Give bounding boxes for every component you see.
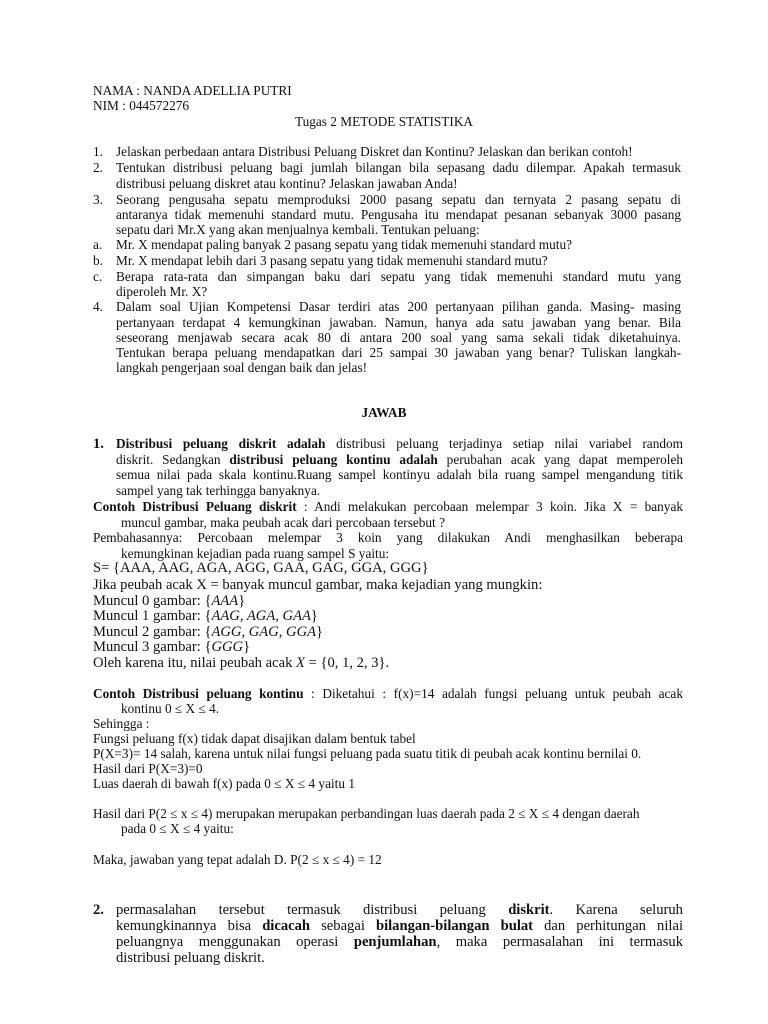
answer-number: 1. — [93, 436, 104, 452]
bold-term: bilangan-bilangan bulat — [375, 918, 534, 934]
student-nim: NIM : 044572276 — [93, 98, 190, 113]
continuous-text: Fungsi peluang f(x) tidak dapat disajikan dalam bentuk tabel — [93, 731, 416, 746]
text-run: distribusi peluang terjadinya setiap nilai variabel random — [325, 436, 683, 451]
bold-term: penjumlahan — [353, 934, 437, 950]
text-run: } — [238, 593, 246, 609]
event-label: Muncul 1 gambar: { — [93, 608, 212, 624]
answer-heading: JAWAB — [361, 405, 407, 420]
random-variable-values — [93, 655, 389, 671]
question-number: 1. — [93, 144, 103, 159]
event-intro: Jika peubah acak X = banyak muncul gambar, maka kejadian yang mungkin: — [93, 577, 543, 593]
example-discrete-line: muncul gambar, maka peubah acak dari percobaan tersebut ? — [121, 515, 445, 530]
text-run: diskrit. Sedangkan — [116, 452, 230, 467]
text-run: perubahan acak yang dapat memperoleh — [437, 452, 683, 467]
example-continuous-line: kontinu 0 ≤ X ≤ 4. — [121, 701, 220, 716]
text-run: } — [316, 624, 324, 640]
answer-2-line — [116, 918, 683, 934]
question-4-line: Dalam soal Ujian Kompetensi Dasar terdiri atas 200 pertanyaan pilihan ganda. Masing- masing — [116, 299, 681, 314]
example-discrete-line — [93, 499, 683, 514]
answer-number: 2. — [93, 902, 104, 918]
text-run: sebagai — [310, 918, 376, 934]
continuous-text: Hasil dari P(X=3)=0 — [93, 761, 203, 776]
event-label: Muncul 2 gambar: { — [93, 624, 212, 640]
bold-term: Contoh Distribusi peluang kontinu — [93, 686, 304, 701]
continuous-text: pada 0 ≤ X ≤ 4 yaitu: — [121, 821, 234, 836]
event-set: GGG — [211, 639, 244, 655]
event-row — [93, 608, 318, 624]
question-number: 3. — [93, 192, 103, 207]
continuous-conclusion: Maka, jawaban yang tepat adalah D. P(2 ≤ x ≤ 4) = 12 — [93, 852, 382, 867]
question-3-line: sepatu dari Mr.X yang akan menjualnya kembali. Tentukan peluang: — [116, 222, 480, 237]
text-run: : Andi melakukan percobaan melempar 3 koin. Jika X = banyak — [296, 499, 683, 514]
bold-term: diskrit — [508, 902, 550, 918]
text-run: kemungkinannya bisa — [116, 918, 263, 934]
question-4-line: Tentukan berapa peluang mendapatkan dari 25 sampai 30 jawaban yang benar? Tuliskan langkah- — [116, 345, 681, 360]
event-row — [93, 593, 245, 609]
text-run: dan perhitungan nilai — [533, 918, 683, 934]
bold-term: Contoh Distribusi Peluang diskrit — [93, 499, 297, 514]
answer-1-line — [116, 436, 683, 451]
answer-1-line: semua nilai pada skala kontinu.Ruang sampel kontinyu adalah bila ruang sampel mengandung titik — [116, 467, 683, 482]
continuous-text: Hasil dari P(2 ≤ x ≤ 4) merupakan merupakan perbandingan luas daerah pada 2 ≤ X ≤ 4 dengan daerah — [93, 806, 640, 821]
text-run: permasalahan tersebut termasuk distribusi peluang — [116, 902, 509, 918]
question-3a-text: Mr. X mendapat paling banyak 2 pasang sepatu yang tidak memenuhi standard mutu? — [116, 237, 573, 252]
event-label: Muncul 0 gambar: { — [93, 593, 212, 609]
question-3c-line: diperoleh Mr. X? — [116, 284, 208, 299]
discussion-line: kemungkinan kejadian pada ruang sampel S yaitu: — [121, 546, 390, 561]
question-2-line: distribusi peluang diskret atau kontinu? Jelaskan jawaban Anda! — [116, 176, 458, 191]
sample-space: S= {AAA, AAG, AGA, AGG, GAA, GAG, GGA, GGG} — [93, 560, 429, 576]
question-3-line: antaranya tidak memenuhi standard mutu. Pengusaha itu mendapat pesanan sebanyak 3000 pasang — [116, 207, 681, 222]
question-number: 2. — [93, 160, 103, 175]
event-set: AGG, GAG, GGA — [211, 624, 317, 640]
event-label: Muncul 3 gambar: { — [93, 639, 212, 655]
question-3c-line: Berapa rata-rata dan simpangan baku dari sepatu yang tidak memenuhi standard mutu yang — [116, 269, 681, 284]
text-run: peluangnya menggunakan operasi — [116, 934, 354, 950]
event-row — [93, 624, 323, 640]
discussion-line: Pembahasannya: Percobaan melempar 3 koin yang dilakukan Andi menghasilkan beberapa — [93, 530, 683, 545]
variable-x: X — [296, 655, 305, 671]
continuous-text: P(X=3)= 14 salah, karena untuk nilai fungsi peluang pada suatu titik di peubah acak kontinu bernilai 0. — [93, 746, 642, 761]
text-run: } — [310, 608, 318, 624]
text-run: } — [243, 639, 251, 655]
question-2-line: Tentukan distribusi peluang bagi jumlah bilangan bila sepasang dadu dilempar. Apakah termasuk — [116, 160, 681, 175]
event-set: AAA — [211, 593, 239, 609]
question-4-line: langkah pengerjaan soal dengan baik dan jelas! — [116, 360, 368, 375]
event-set: AAG, AGA, GAA — [211, 608, 311, 624]
question-letter: c. — [93, 269, 103, 284]
answer-1-line: sampel yang tak terhingga banyaknya. — [116, 483, 321, 498]
text-run: , maka permasalahan ini termasuk — [436, 934, 684, 950]
question-3-line: Seorang pengusaha sepatu memproduksi 2000 pasang sepatu dan ternyata 2 pasang sepatu di — [116, 192, 681, 207]
text-run: . Karena seluruh — [549, 902, 683, 918]
question-1-text: Jelaskan perbedaan antara Distribusi Peluang Diskret dan Kontinu? Jelaskan dan berikan contoh! — [116, 144, 633, 159]
question-4-line: pertanyaan terdapat 4 kemungkinan jawaban. Namun, hanya ada satu jawaban yang benar. Bila — [116, 315, 681, 330]
text-run: = {0, 1, 2, 3}. — [304, 655, 390, 671]
answer-1-line — [116, 452, 683, 467]
answer-2-line — [116, 902, 683, 918]
continuous-text: Sehingga : — [93, 716, 150, 731]
event-row — [93, 639, 250, 655]
bold-term: distribusi peluang kontinu adalah — [229, 452, 438, 467]
question-4-line: seseorang menjawab secara acak 80 di antara 200 soal yang sama sekali tidak diketahuinya. — [116, 330, 681, 345]
text-run: : Diketahui : f(x)=14 adalah fungsi peluang untuk peubah acak — [303, 686, 683, 701]
student-name: NAMA : NANDA ADELLIA PUTRI — [93, 83, 292, 98]
example-continuous-line — [93, 686, 683, 701]
bold-term: Distribusi peluang diskrit adalah — [116, 436, 326, 451]
answer-2-line — [116, 934, 683, 950]
document-title: Tugas 2 METODE STATISTIKA — [294, 114, 474, 129]
question-3b-text: Mr. X mendapat lebih dari 3 pasang sepatu yang tidak memenuhi standard mutu? — [116, 253, 548, 268]
continuous-text: Luas daerah di bawah f(x) pada 0 ≤ X ≤ 4 yaitu 1 — [93, 776, 355, 791]
question-letter: a. — [93, 237, 103, 252]
bold-term: dicacah — [262, 918, 311, 934]
text-run: Oleh karena itu, nilai peubah acak — [93, 655, 297, 671]
question-letter: b. — [93, 253, 103, 268]
answer-2-line: distribusi peluang diskrit. — [116, 950, 265, 966]
question-number: 4. — [93, 299, 103, 314]
